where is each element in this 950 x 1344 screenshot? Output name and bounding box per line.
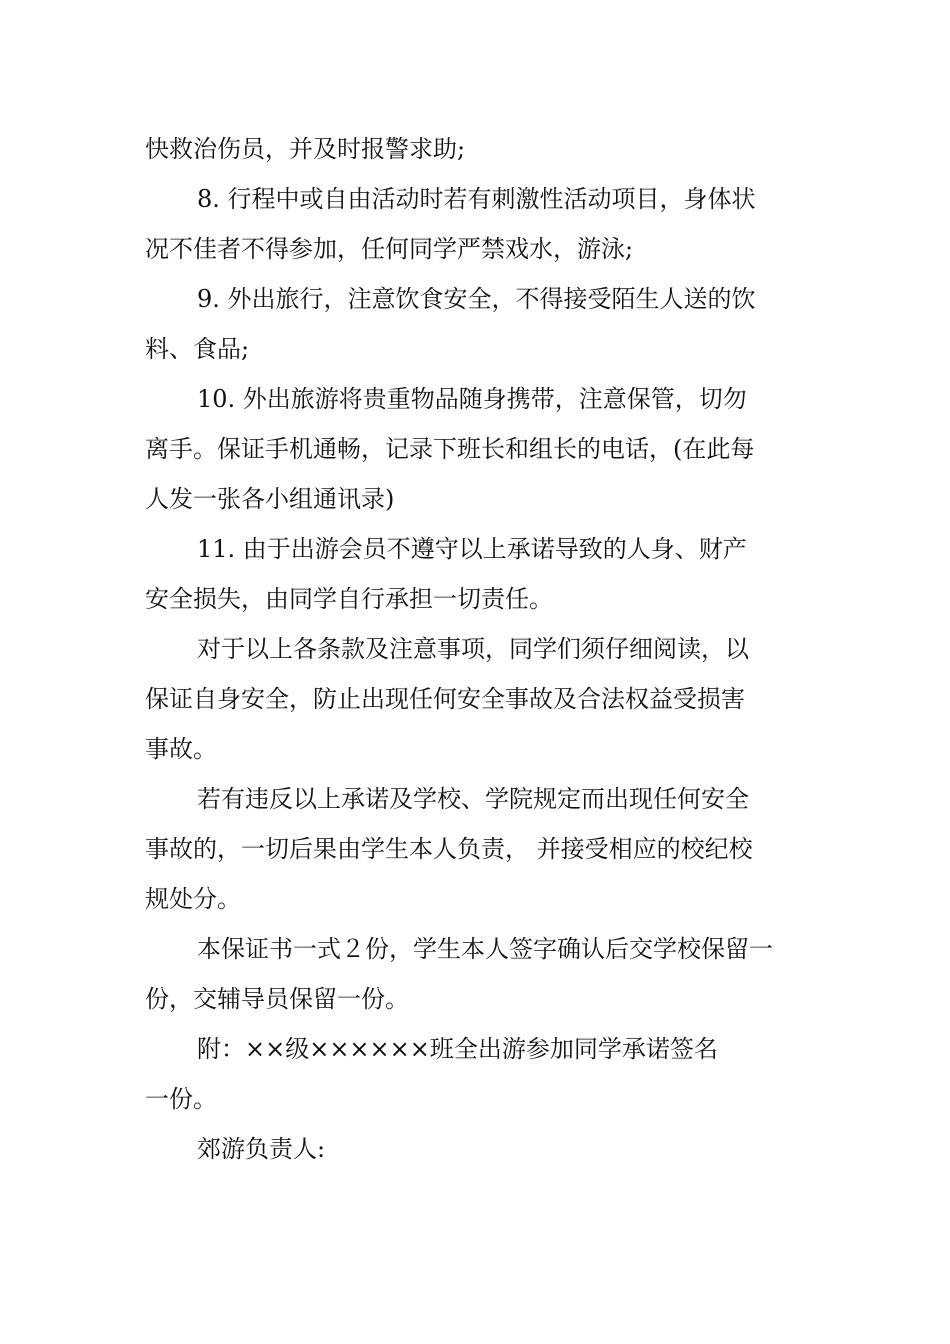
text-line: 保证自身安全，防止出现任何安全事故及合法权益受损害 (145, 685, 745, 713)
text-line: 11. 由于出游会员不遵守以上承诺导致的人身、财产 (197, 535, 747, 563)
text-line: 9. 外出旅行，注意饮食安全，不得接受陌生人送的饮 (197, 285, 756, 313)
text-line: 对于以上各条款及注意事项，同学们须仔细阅读，以 (197, 635, 749, 663)
text-line: 安全损失，由同学自行承担一切责任。 (145, 585, 553, 613)
text-line: 份，交辅导员保留一份。 (145, 985, 409, 1013)
text-line: 事故。 (145, 735, 217, 763)
document-body (145, 124, 810, 1174)
text-line: 本保证书一式２份，学生本人签字确认后交学校保留一 (197, 935, 773, 963)
text-line: 附：××级××××××班全出游参加同学承诺签名 (197, 1035, 718, 1063)
text-line: 10. 外出旅游将贵重物品随身携带，注意保管，切勿 (197, 385, 747, 413)
signature-label: 郊游负责人: (197, 1135, 326, 1163)
text-line: 料、食品; (145, 335, 250, 363)
text-line: 8. 行程中或自由活动时若有刺激性活动项目，身体状 (197, 185, 756, 213)
text-line: 快救治伤员，并及时报警求助; (145, 135, 466, 163)
text-line: 况不佳者不得参加，任何同学严禁戏水，游泳; (145, 235, 634, 263)
text-line: 若有违反以上承诺及学校、学院规定而出现任何安全 (197, 785, 749, 813)
text-line: 人发一张各小组通讯录) (145, 485, 395, 513)
text-line: 规处分。 (145, 885, 241, 913)
text-line: 离手。保证手机通畅，记录下班长和组长的电话，(在此每 (145, 435, 755, 463)
text-line: 一份。 (145, 1085, 217, 1113)
text-line: 事故的，一切后果由学生本人负责， 并接受相应的校纪校 (145, 835, 753, 863)
